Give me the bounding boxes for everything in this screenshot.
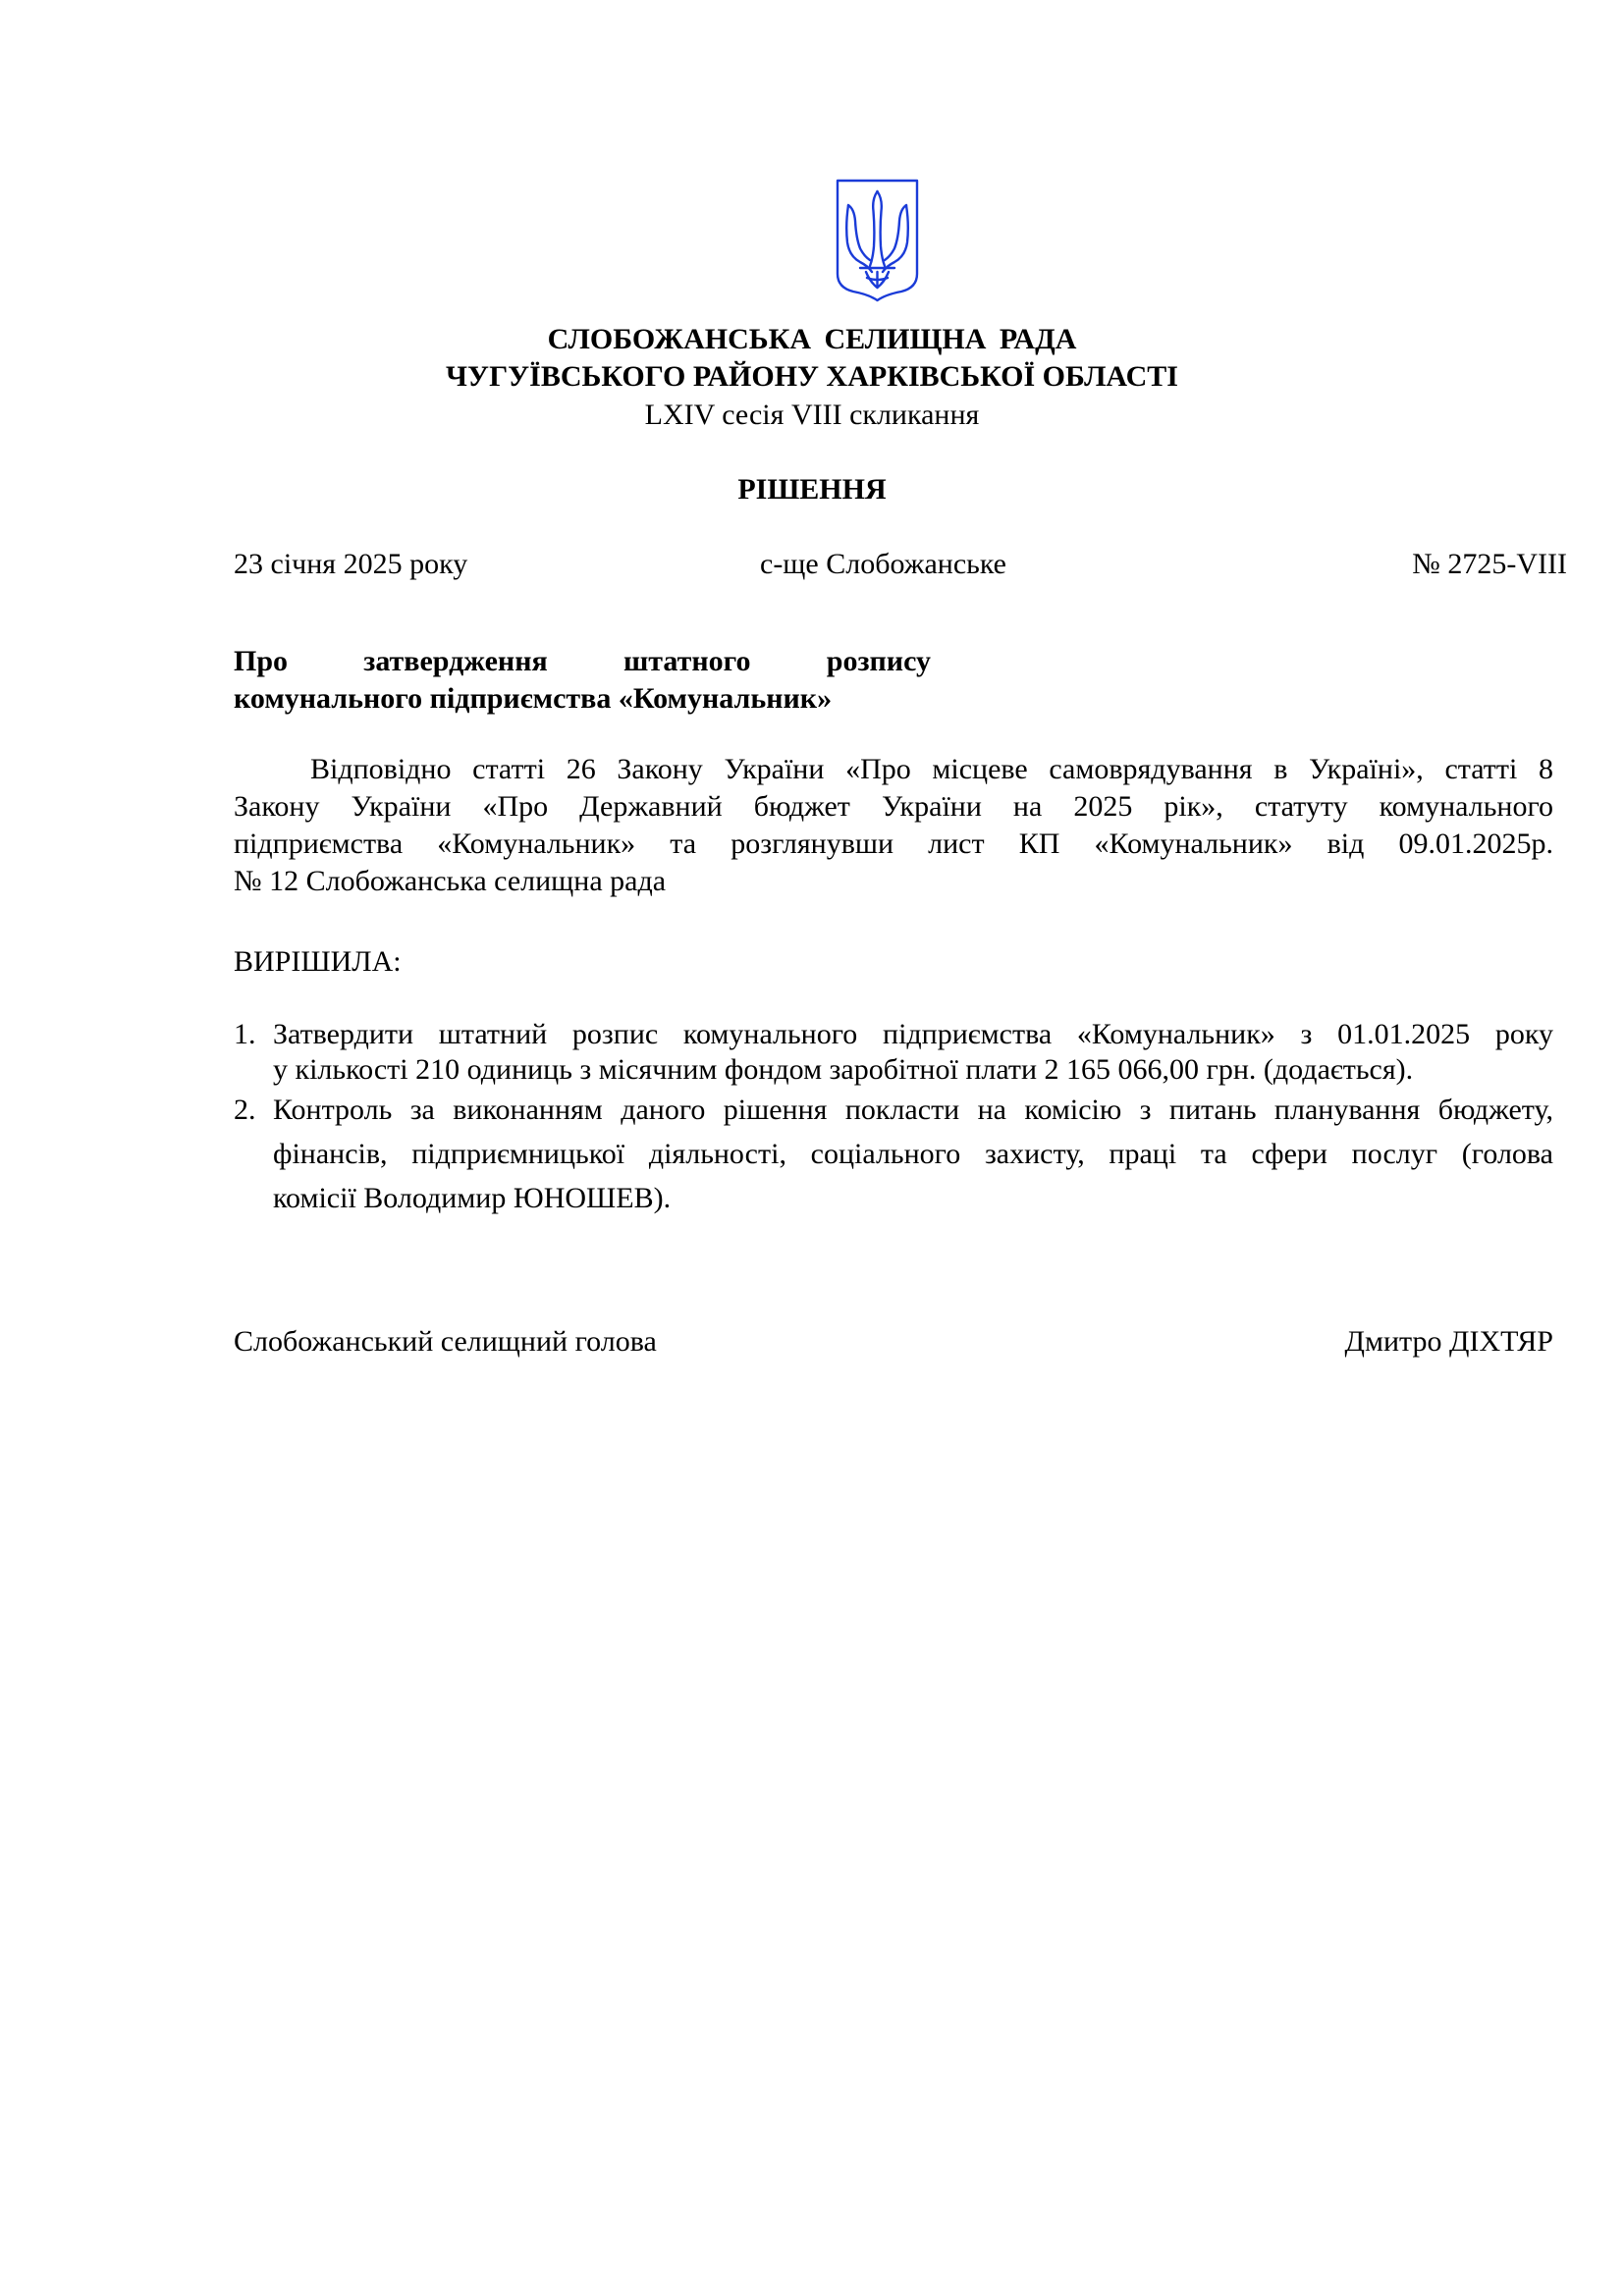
subject-line-1: Про затвердження штатного розпису [234, 645, 931, 677]
tryzub-coat-of-arms-icon [835, 178, 920, 303]
decision-date: 23 січня 2025 року [234, 548, 468, 580]
preamble-line: Відповідно статті 26 Закону України «Про місцеве самоврядування в Україні», статті 8 [310, 753, 1553, 785]
document-type: РІШЕННЯ [737, 473, 887, 506]
item-number: 2. [234, 1094, 256, 1126]
session-title: LXIV сесія VIII скликання [644, 399, 980, 431]
item-line: комісії Володимир ЮНОШЕВ). [273, 1182, 672, 1214]
document-meta [234, 547, 1567, 582]
decision-number: № 2725-VIII [1412, 548, 1567, 580]
item-line: у кількості 210 одиниць з місячним фондом заробітної плати 2 165 066,00 грн. (додається). [273, 1053, 1414, 1086]
resolved-label: ВИРІШИЛА: [234, 945, 402, 978]
preamble-line: підприємства «Комунальник» та розглянувши лист КП «Комунальник» від 09.01.2025р. [234, 828, 1553, 860]
district-title: ЧУГУЇВСЬКОГО РАЙОНУ ХАРКІВСЬКОЇ ОБЛАСТІ [446, 360, 1178, 393]
signatory-name: Дмитро ДІХТЯР [1344, 1325, 1553, 1358]
decision-subject [234, 643, 931, 718]
subject-line-2: комунального підприємства «Комунальник» [234, 682, 833, 715]
decision-item [234, 1088, 1553, 1220]
council-title: СЛОБОЖАНСЬКА СЕЛИЩНА РАДА [547, 323, 1077, 355]
signature-block [234, 1324, 1553, 1360]
signatory-title: Слобожанський селищний голова [234, 1325, 657, 1358]
item-line: Затвердити штатний розпис комунального підприємства «Комунальник» з 01.01.2025 року [273, 1018, 1553, 1050]
decision-place: с-ще Слобожанське [760, 548, 1006, 580]
preamble-line: № 12 Слобожанська селищна рада [234, 865, 667, 897]
decision-item [234, 1017, 1553, 1088]
item-line: Контроль за виконанням даного рішення покласти на комісію з питань планування бюджету, [273, 1094, 1553, 1126]
item-number: 1. [234, 1018, 256, 1050]
preamble-line: Закону України «Про Державний бюджет України на 2025 рік», статуту комунального [234, 790, 1553, 823]
decision-items [234, 1017, 1553, 1220]
item-line: фінансів, підприємницької діяльності, соціального захисту, праці та сфери послуг (голова [273, 1138, 1553, 1170]
preamble-paragraph [234, 751, 1553, 900]
